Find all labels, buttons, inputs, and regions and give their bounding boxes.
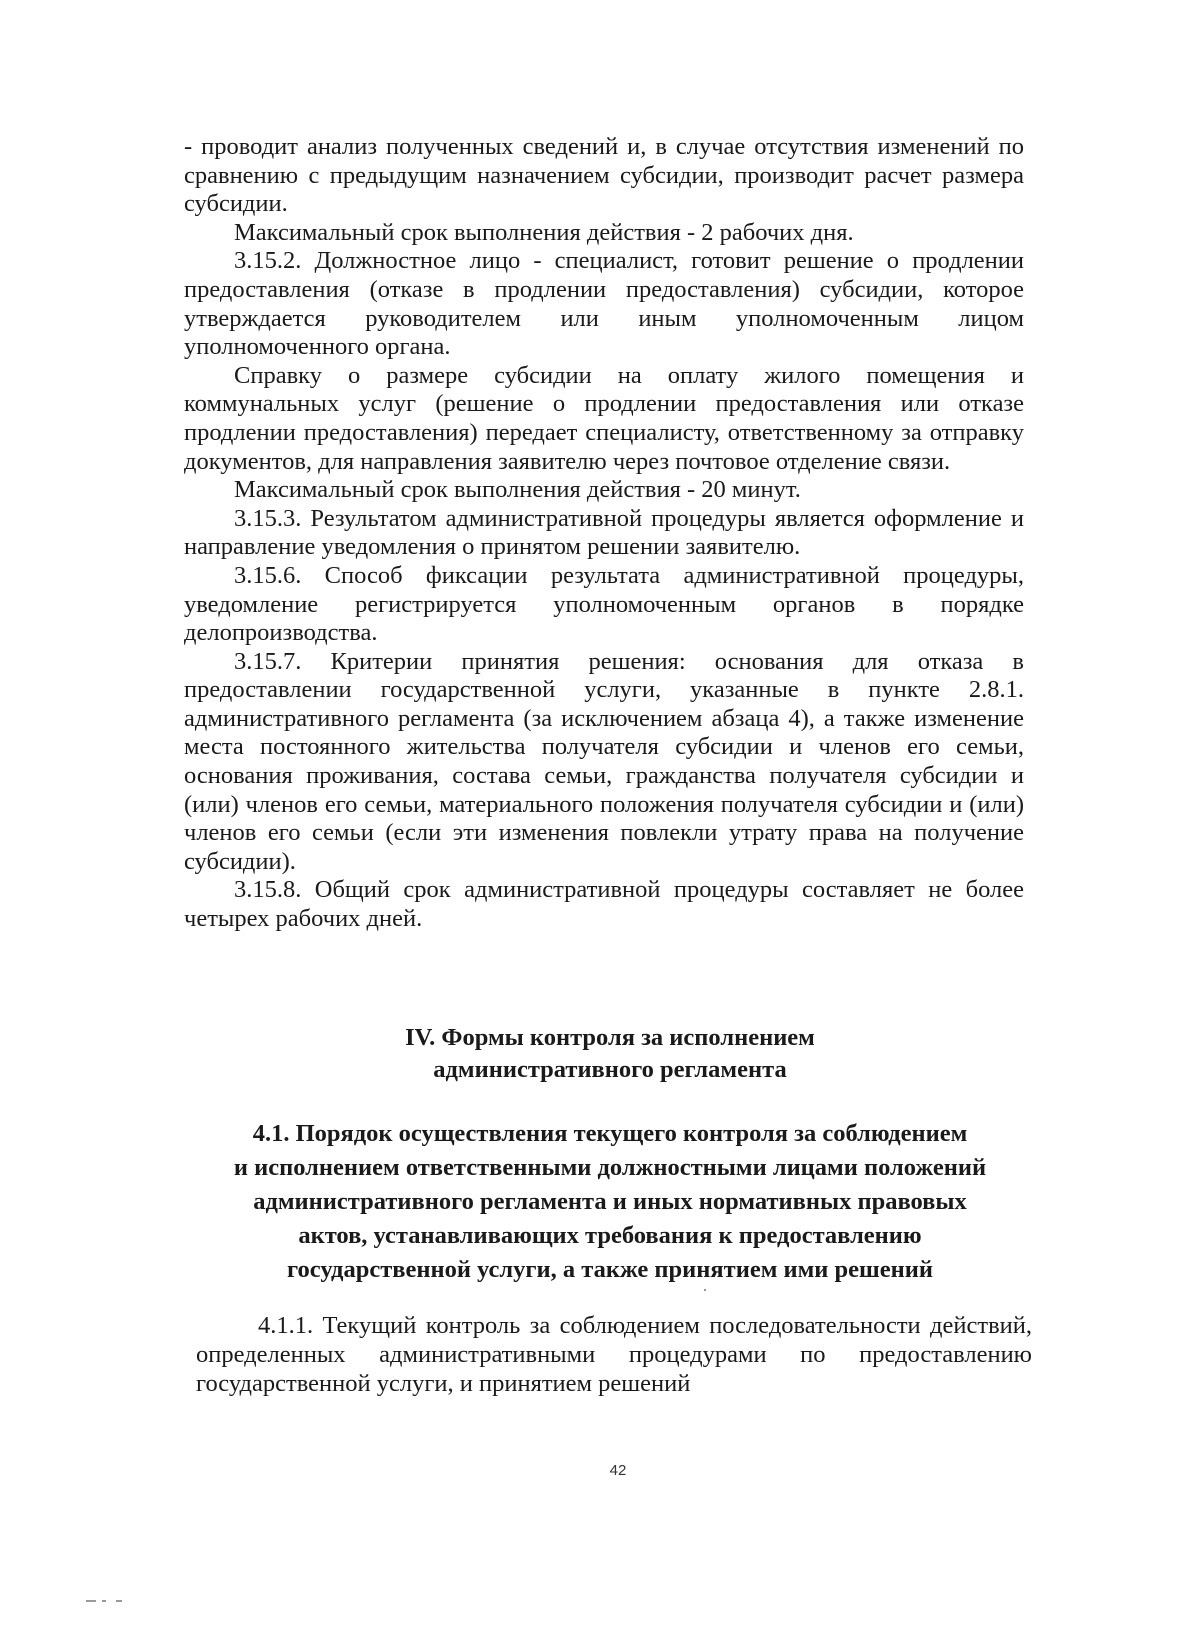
heading-line: и исполнением ответственными должностными лицами положений [233,1154,987,1181]
paragraph: Максимальный срок выполнения действия - 20 минут. [234,476,801,504]
paragraph: 3.15.8. Общий срок административной процедуры составляет не более четырех рабочих дней. [184,876,1024,933]
paragraph: 3.15.2. Должностное лицо - специалист, готовит решение о продлении предоставления (отказе в продлении предоставления) субсидии, которое утверждается руководителем или иным уполномоченным лицом уполномоченного органа. [184,247,1024,361]
heading-line: IV. Формы контроля за исполнением [405,1024,815,1051]
scan-speck [704,1289,706,1291]
page-number: 42 [609,1462,627,1479]
section-iv-heading [190,1022,1030,1086]
paragraph: 3.15.7. Критерии принятия решения: основания для отказа в предоставлении государственной услуги, указанные в пункте 2.8.1. административного регламента (за исключением абзаца 4), а также изменение места постоянного жительства получателя субсидии и членов его семьи, основания проживания, состава семьи, гражданства получателя субсидии и (или) членов его семьи, материального положения получателя субсидии и (или) членов его семьи (если эти изменения повлекли утрату права на получение субсидии). [184,647,1024,875]
paragraph: 3.15.6. Способ фиксации результата административной процедуры, уведомление регистрируется уполномоченным органов в порядке делопроизводства. [184,561,1024,647]
heading-line: государственной услуги, а также принятием ими решений [287,1256,933,1283]
section-3-15-text [184,133,1024,934]
paragraph: Справку о размере субсидии на оплату жилого помещения и коммунальных услуг (решение о продлении предоставления или отказе продлении предоставления) передает специалисту, ответственному за отправку документов, для направления заявителю через почтовое отделение связи. [184,361,1024,475]
section-4-1-heading [190,1117,1030,1287]
scan-artifact [86,1600,126,1604]
paragraph: Максимальный срок выполнения действия - 2 рабочих дня. [234,218,854,246]
paragraph-4-1-1: 4.1.1. Текущий контроль за соблюдением последовательности действий, определенных административными процедурами по предоставлению государственной услуги, и принятием решений [196,1312,1032,1397]
paragraph: - проводит анализ полученных сведений и, в случае отсутствия изменений по сравнению с предыдущим назначением субсидии, производит расчет размера субсидии. [184,133,1024,218]
heading-line: административного регламента [433,1056,787,1083]
paragraph: 3.15.3. Результатом административной процедуры является оформление и направление уведомления о принятом решении заявителю. [184,504,1024,561]
heading-line: 4.1. Порядок осуществления текущего контроля за соблюдением [252,1120,968,1147]
heading-line: административного регламента и иных нормативных правовых [253,1188,967,1215]
heading-line: актов, устанавливающих требования к предоставлению [298,1222,922,1249]
